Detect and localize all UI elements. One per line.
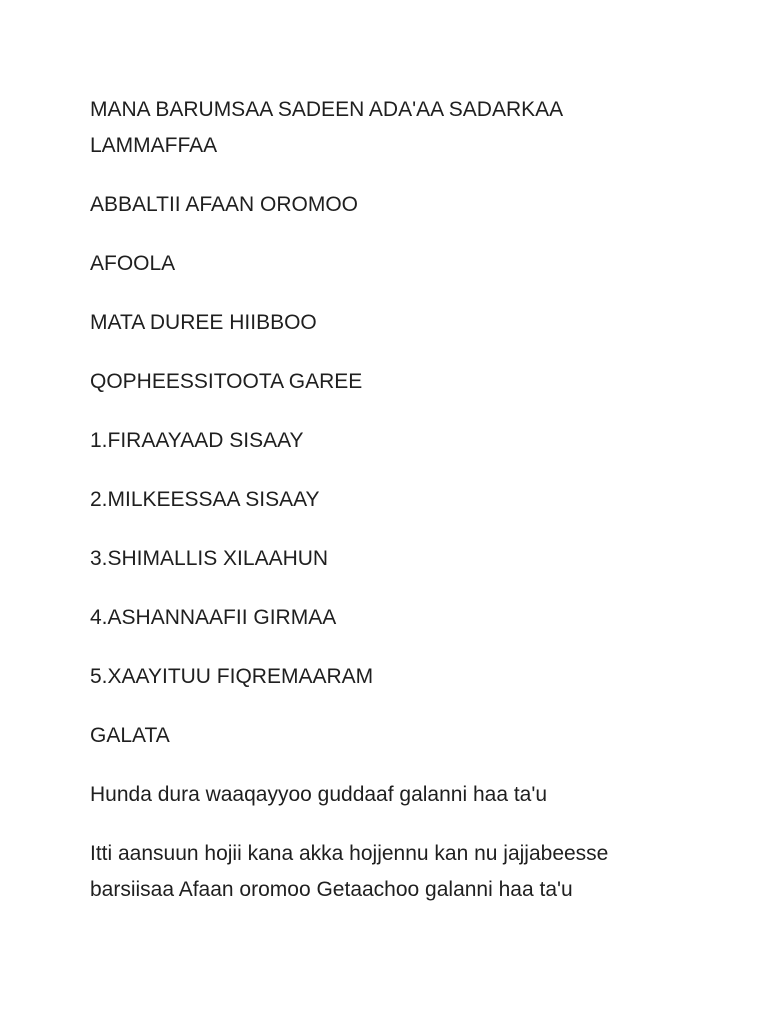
group-heading: QOPHEESSITOOTA GAREE xyxy=(90,370,363,393)
subject-line: ABBALTII AFAAN OROMOO xyxy=(90,193,359,216)
member-item: 1.FIRAAYAAD SISAAY xyxy=(90,429,304,452)
document-title: MANA BARUMSAA SADEEN ADA'AA SADARKAA LAMMAFFAA xyxy=(90,98,563,157)
member-item: 4.ASHANNAAFII GIRMAA xyxy=(90,606,337,629)
author-line: MATA DUREE HIIBBOO xyxy=(90,311,317,334)
document-page xyxy=(90,92,690,931)
thanks-paragraph: Itti aansuun hojii kana akka hojjennu kan nu jajjabeesse barsiisaa Afaan oromoo Getaachoo galanni haa ta'u xyxy=(90,842,609,901)
thanks-paragraph: Hunda dura waaqayyoo guddaaf galanni haa ta'u xyxy=(90,783,548,806)
member-item: 2.MILKEESSAA SISAAY xyxy=(90,488,320,511)
member-item: 3.SHIMALLIS XILAAHUN xyxy=(90,547,329,570)
thanks-heading: GALATA xyxy=(90,724,170,747)
category-line: AFOOLA xyxy=(90,252,176,275)
member-item: 5.XAAYITUU FIQREMAARAM xyxy=(90,665,374,688)
